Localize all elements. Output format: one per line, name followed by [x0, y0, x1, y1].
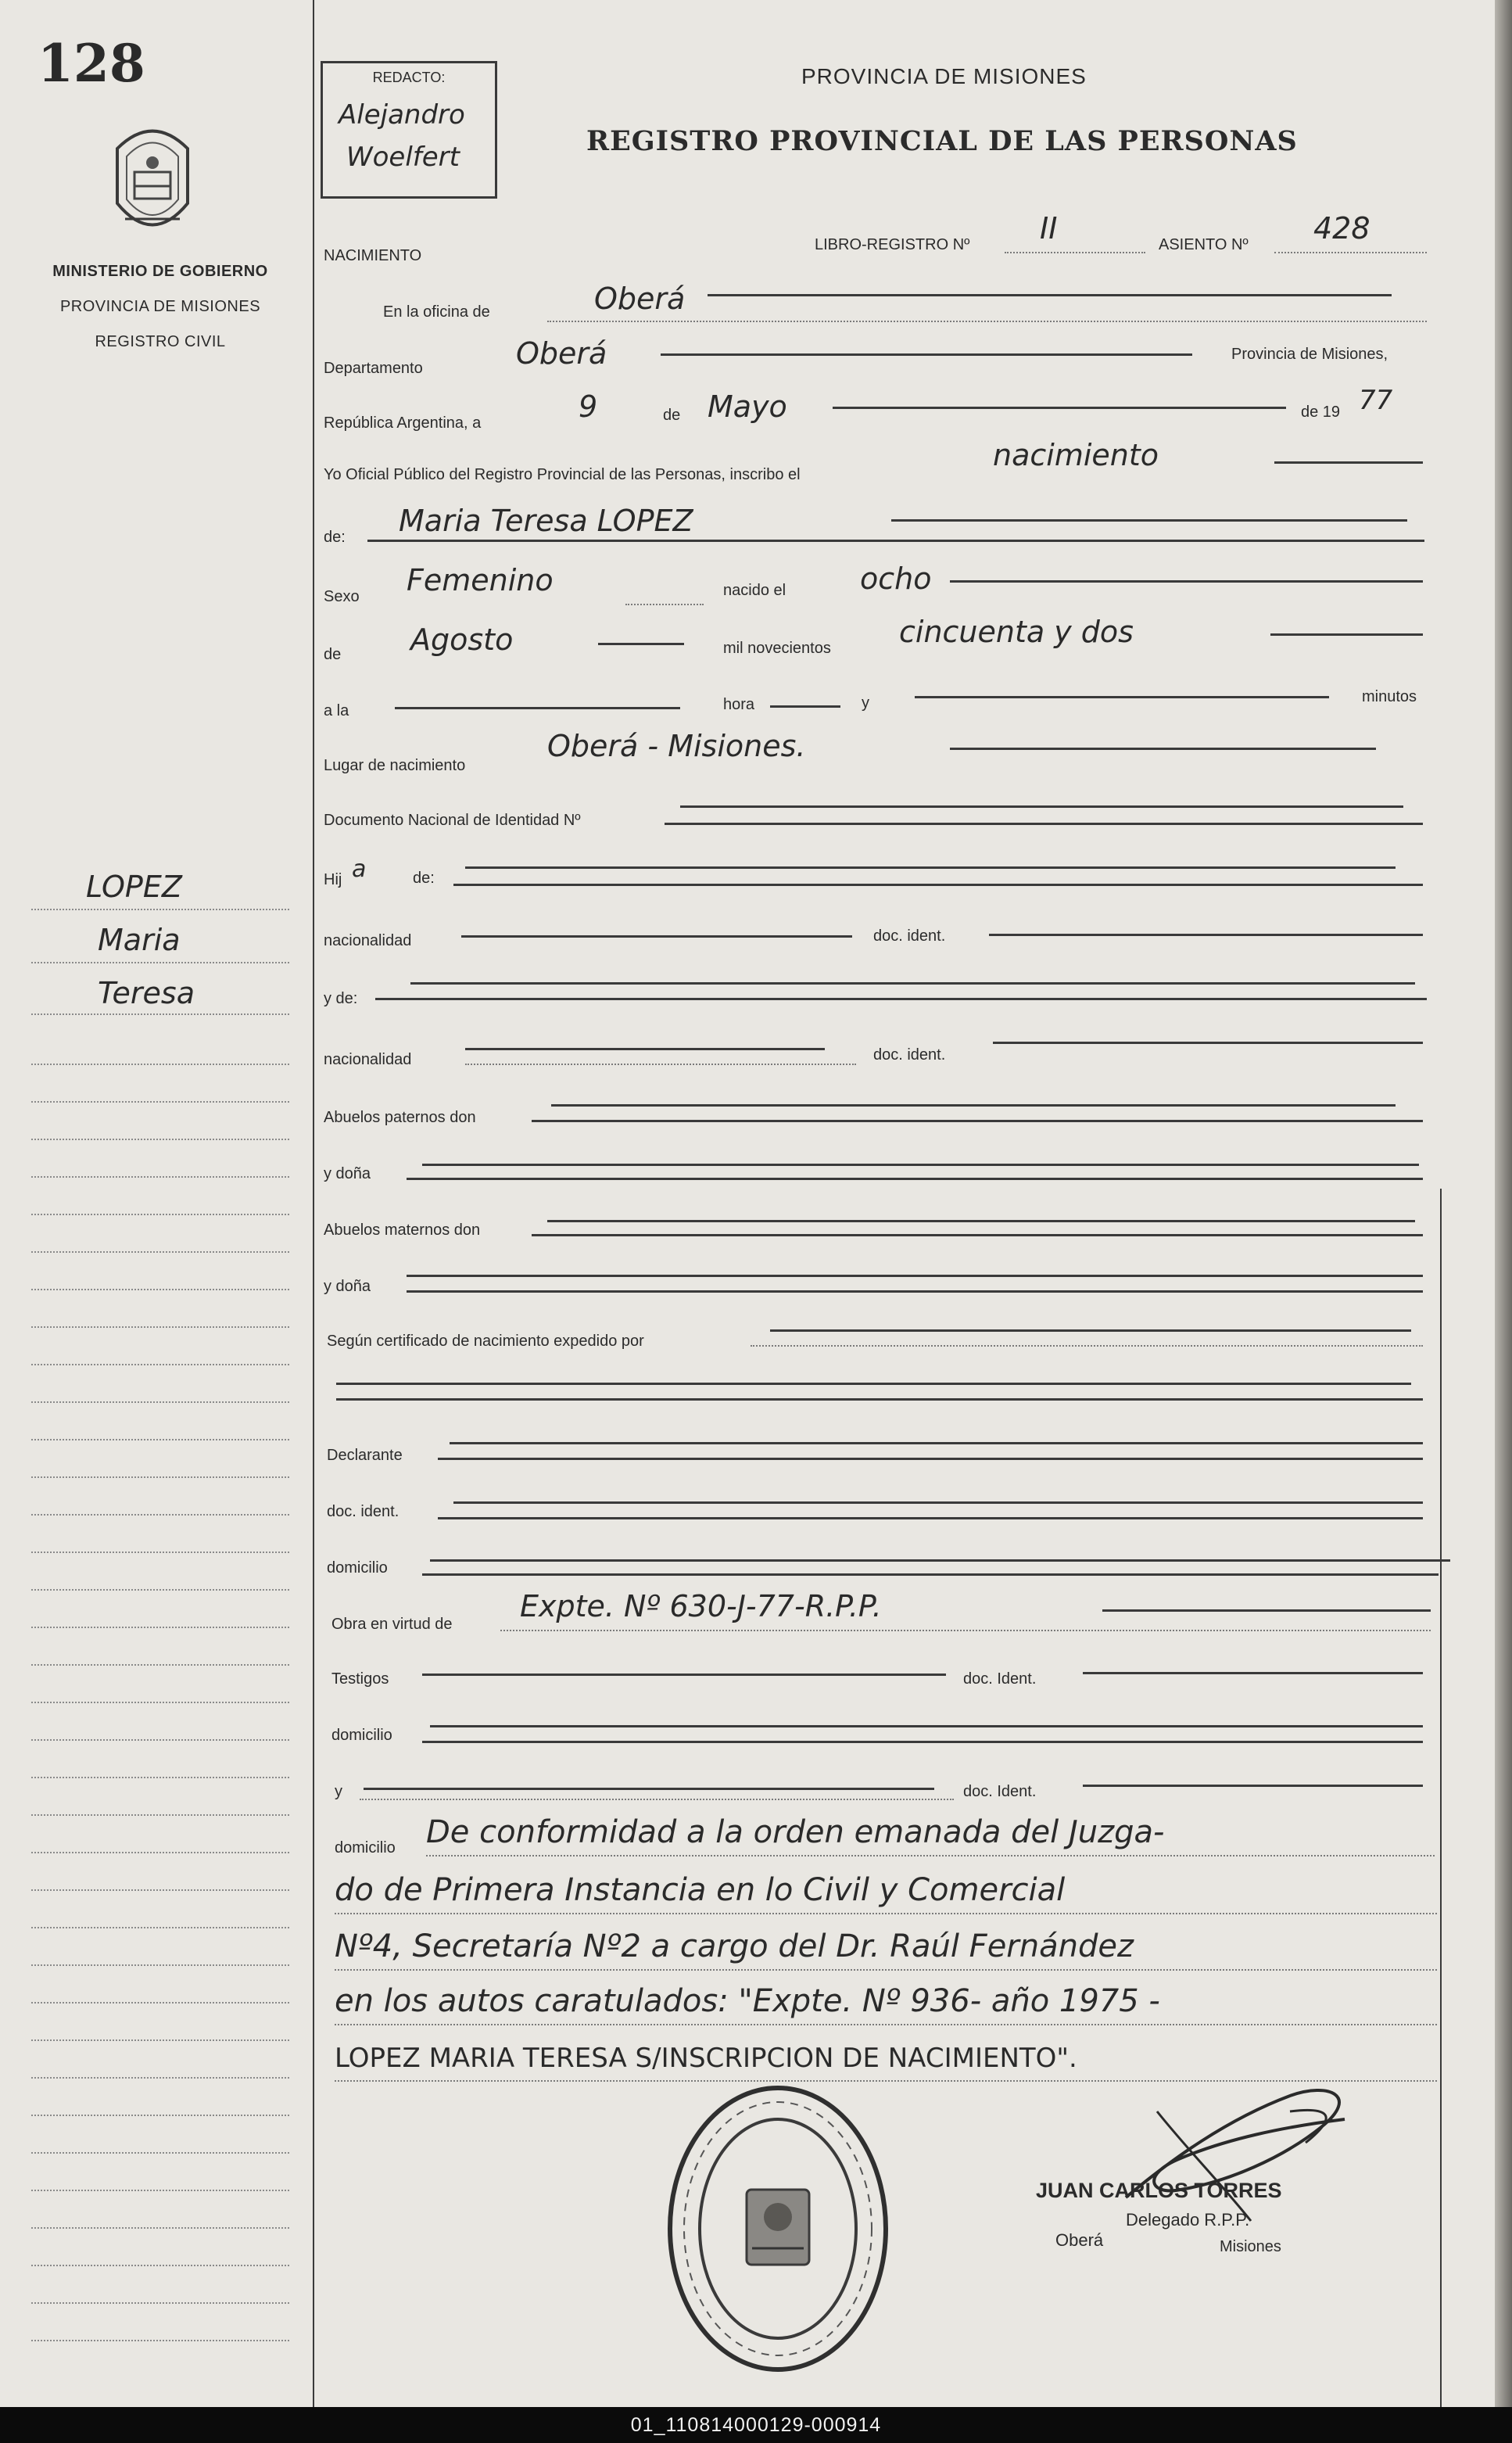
sexo-label: Sexo [324, 588, 360, 605]
doc-ident-second-label: doc. ident. [873, 1046, 946, 1064]
page-edge-shadow [1495, 0, 1512, 2407]
obra-value: Expte. Nº 630-J-77-R.P.P. [520, 1589, 882, 1623]
signer-province: Misiones [1220, 2238, 1281, 2255]
note-line-5: LOPEZ MARIA TERESA S/INSCRIPCION DE NACIMIENTO". [335, 2043, 1077, 2074]
nacido-label: nacido el [723, 582, 786, 599]
segun-label: Según certificado de nacimiento expedido por [327, 1333, 644, 1350]
note-line-4: en los autos caratulados: "Expte. Nº 936- año 1975 - [335, 1983, 1160, 2019]
birth-month-value: Agosto [410, 622, 514, 657]
nacionalidad-second-label: nacionalidad [324, 1051, 412, 1068]
left-header [23, 263, 297, 368]
page-number: 128 [38, 33, 145, 94]
domicilio-label: domicilio [327, 1559, 388, 1577]
y-dona-label: y doña [324, 1165, 371, 1182]
note-line-2: do de Primera Instancia en lo Civil y Comercial [335, 1872, 1066, 1908]
obra-label: Obra en virtud de [331, 1616, 453, 1633]
redacto-name-last: Woelfert [346, 142, 460, 173]
provincia-label: Provincia de Misiones, [1231, 346, 1388, 363]
doc-ident-fifth-label: doc. Ident. [963, 1783, 1037, 1800]
nacionalidad-label: nacionalidad [324, 932, 412, 949]
nacido-value: ocho [860, 561, 932, 596]
oficina-value: Oberá [594, 282, 686, 316]
civil-registry-label: REGISTRO CIVIL [95, 333, 226, 350]
sexo-value: Femenino [407, 563, 554, 597]
birth-year-value: cincuenta y dos [899, 615, 1134, 649]
day-value: 9 [579, 389, 598, 424]
minutos-label: minutos [1362, 688, 1417, 705]
y-second-label: y [335, 1783, 342, 1800]
abuelos-paternos-label: Abuelos paternos don [324, 1109, 476, 1126]
de-year-label: de 19 [1301, 404, 1341, 421]
asiento-label: ASIENTO Nº [1159, 236, 1249, 253]
official-stamp-seal [665, 2080, 891, 2377]
libro-label: LIBRO-REGISTRO Nº [815, 236, 970, 253]
signer-title: Delegado R.P.P. [1126, 2210, 1250, 2230]
note-line-1: De conformidad a la orden emanada del Juzga- [426, 1814, 1165, 1850]
mil-label: mil novecientos [723, 640, 831, 657]
domicilio-third-label: domicilio [335, 1839, 396, 1856]
declarante-label: Declarante [327, 1447, 403, 1464]
oficial-label: Yo Oficial Público del Registro Provincial de las Personas, inscribo el [324, 466, 801, 483]
doc-ident-fourth-label: doc. Ident. [963, 1670, 1037, 1688]
de-month-label: de [324, 646, 342, 663]
signer-name: JUAN CARLOS TORRES [1036, 2179, 1282, 2202]
libro-value: II [1040, 211, 1058, 246]
hora-label: hora [723, 696, 755, 713]
hij-de-label: de: [413, 870, 435, 887]
form-left-rule [313, 0, 314, 2407]
province-title: PROVINCIA DE MISIONES [801, 64, 1087, 88]
domicilio-second-label: domicilio [331, 1727, 392, 1744]
oficina-label: En la oficina de [383, 303, 490, 321]
margin-given-first: Maria [98, 923, 181, 957]
redacto-box [321, 61, 497, 199]
name-value: Maria Teresa LOPEZ [399, 504, 693, 538]
documento-label: Documento Nacional de Identidad Nº [324, 812, 581, 829]
y-label: y [862, 694, 869, 712]
lugar-value: Oberá - Misiones. [547, 729, 806, 763]
ministry-label: MINISTERIO DE GOBIERNO [52, 263, 268, 280]
hij-value: a [352, 856, 367, 883]
de-label: de [663, 407, 681, 424]
note-line-3: Nº4, Secretaría Nº2 a cargo del Dr. Raúl Fernández [335, 1928, 1134, 1964]
doc-ident-third-label: doc. ident. [327, 1503, 399, 1520]
form-right-rule [1440, 1189, 1442, 2407]
coat-of-arms-emblem [102, 117, 203, 250]
year-value: 77 [1359, 385, 1393, 416]
ala-label: a la [324, 702, 349, 719]
departamento-value: Oberá [516, 336, 607, 371]
y-de-label: y de: [324, 990, 358, 1007]
doc-ident-label: doc. ident. [873, 927, 946, 945]
departamento-label: Departamento [324, 360, 423, 377]
inscribo-value: nacimiento [993, 438, 1159, 472]
y-dona-second-label: y doña [324, 1278, 371, 1295]
republica-label: República Argentina, a [324, 414, 482, 432]
margin-surname: LOPEZ [86, 870, 182, 904]
abuelos-maternos-label: Abuelos maternos don [324, 1222, 481, 1239]
month-value: Mayo [708, 389, 787, 424]
asiento-value: 428 [1313, 211, 1370, 246]
de-name-label: de: [324, 529, 346, 546]
hij-label: Hij [324, 871, 342, 888]
testigos-label: Testigos [331, 1670, 389, 1688]
redacto-name-first: Alejandro [339, 99, 465, 131]
province-label: PROVINCIA DE MISIONES [59, 298, 261, 315]
signer-place: Oberá [1055, 2230, 1104, 2250]
margin-given-second: Teresa [98, 976, 195, 1010]
redacto-label: REDACTO: [372, 70, 446, 85]
nacimiento-label: NACIMIENTO [324, 247, 422, 264]
registry-title: REGISTRO PROVINCIAL DE LAS PERSONAS [586, 125, 1298, 157]
lugar-label: Lugar de nacimiento [324, 757, 466, 774]
file-id-footer: 01_110814000129-000914 [0, 2407, 1512, 2443]
